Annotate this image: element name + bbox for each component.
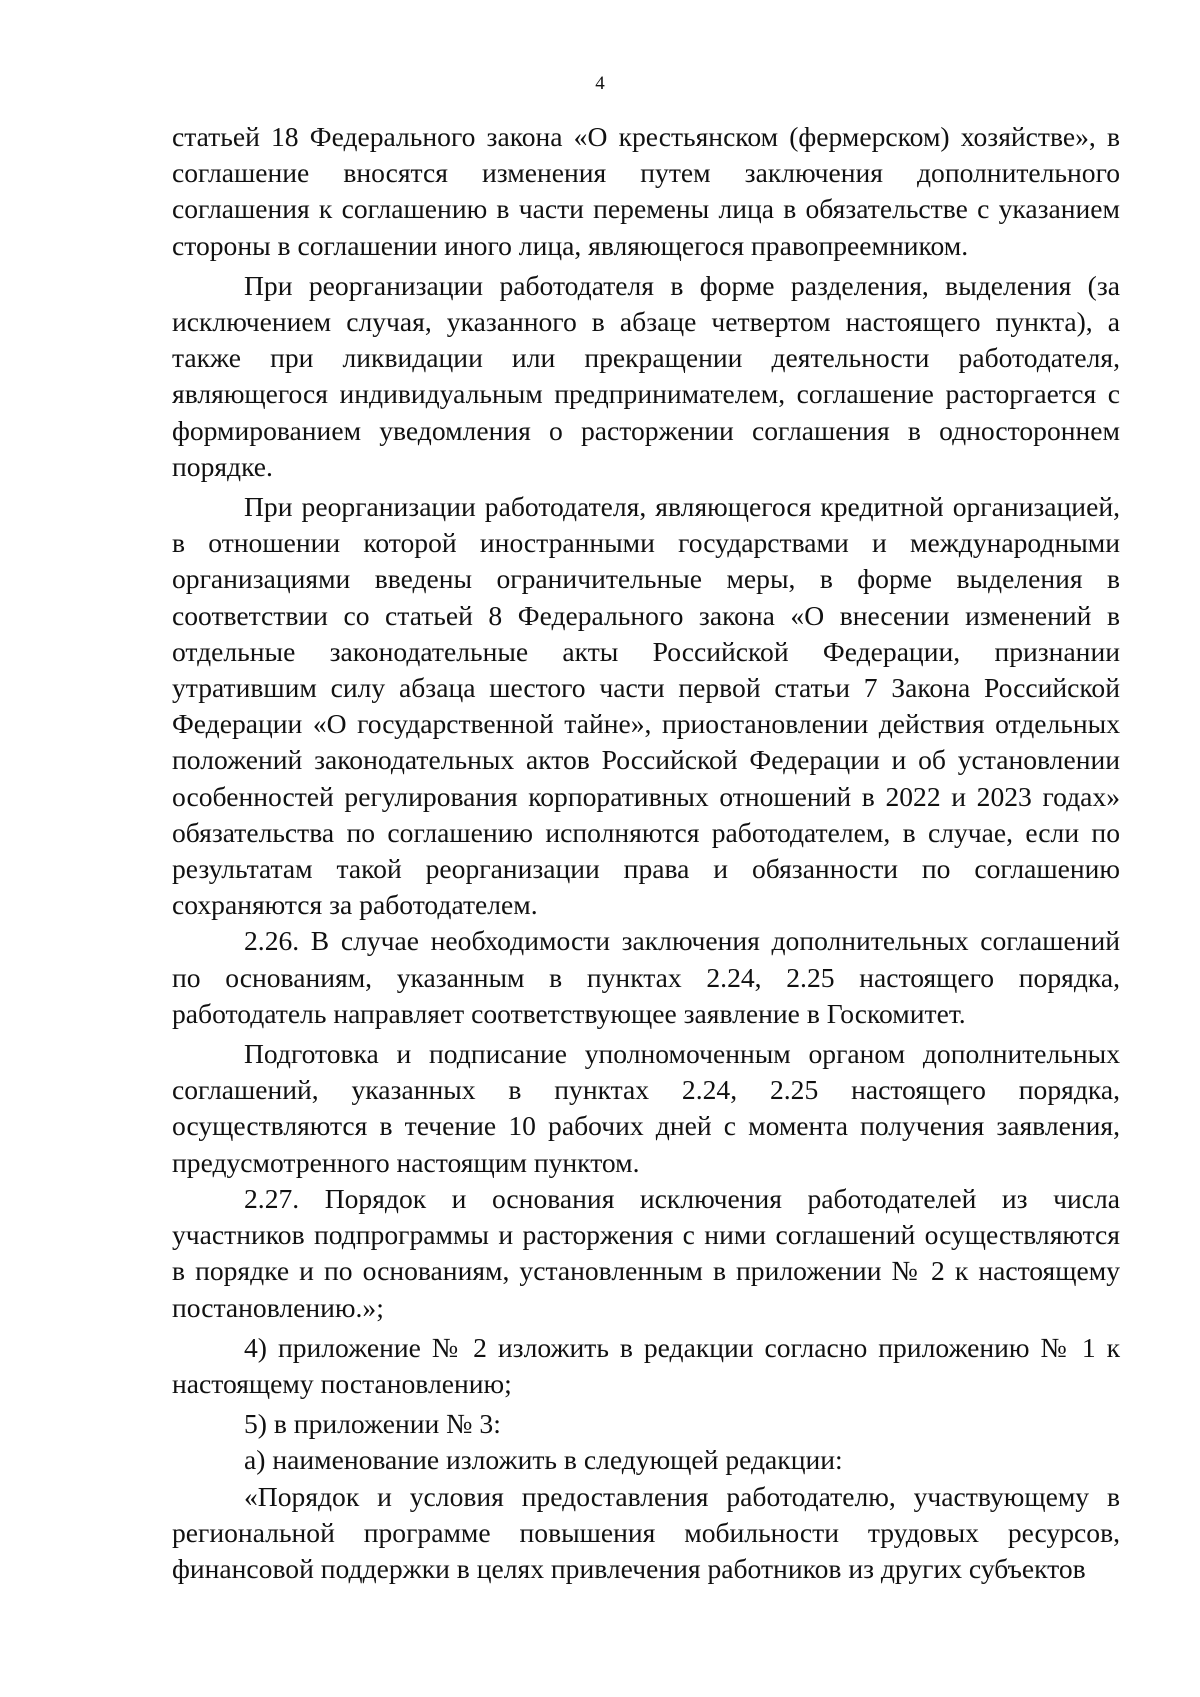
paragraph-credit-organization: При реорганизации работодателя, являющегося кредитной организацией, в отношении которой иностранными государствами и международными организациями введены ограничительные меры, в форме выделения в соответствии со статьей 8 Федерального закона «О внесении изменений в отдельные законодательные акты Российской Федерации, признании утратившим силу абзаца шестого части первой статьи 7 Закона Российской Федерации «О государственной тайне», приостановлении действия отдельных положений законодательных актов Российской Федерации и об установлении особенностей регулирования корпоративных отношений в 2022 и 2023 годах» обязательства по соглашению исполняются работодателем, в случае, если по результатам такой реорганизации права и обязанности по соглашению сохраняются за работодателем. [172, 491, 1120, 921]
paragraph-2-26: 2.26. В случае необходимости заключения дополнительных соглашений по основаниям, указанным в пунктах 2.24, 2.25 настоящего порядка, работодатель направляет соответствующее заявление в Госкомитет. [172, 925, 1120, 1029]
paragraph-item-5: 5) в приложении № 3: [244, 1408, 501, 1440]
paragraph-2-27: 2.27. Порядок и основания исключения работодателей из числа участников подпрограммы и расторжения с ними соглашений осуществляются в порядке и по основаниям, установленным в приложении № 2 к настоящему постановлению.»; [172, 1182, 1120, 1323]
paragraph-reorganization-division: При реорганизации работодателя в форме разделения, выделения (за исключением случая, указанного в абзаце четвертом настоящего пункта), а также при ликвидации или прекращении деятельности работодателя, являющегося индивидуальным предпринимателем, соглашение расторгается с формированием уведомления о расторжении соглашения в одностороннем порядке. [172, 269, 1120, 482]
paragraph-item-4: 4) приложение № 2 изложить в редакции согласно приложению № 1 к настоящему постановлению; [172, 1331, 1120, 1399]
document-body [172, 119, 1120, 1587]
paragraph-subitem-a: а) наименование изложить в следующей редакции: [244, 1444, 843, 1476]
page-number: 4 [595, 73, 605, 94]
paragraph-title-quote: «Порядок и условия предоставления работодателю, участвующему в региональной программе повышения мобильности трудовых ресурсов, финансовой поддержки в целях привлечения работников из других субъектов [172, 1480, 1120, 1584]
paragraph-preparation-signing: Подготовка и подписание уполномоченным органом дополнительных соглашений, указанных в пунктах 2.24, 2.25 настоящего порядка, осуществляются в течение 10 рабочих дней с момента получения заявления, предусмотренного настоящим пунктом. [172, 1038, 1120, 1178]
paragraph-continuation: статьей 18 Федерального закона «О крестьянском (фермерском) хозяйстве», в соглашение вносятся изменения путем заключения дополнительного соглашения к соглашению в части перемены лица в обязательстве с указанием стороны в соглашении иного лица, являющегося правопреемником. [172, 121, 1120, 261]
